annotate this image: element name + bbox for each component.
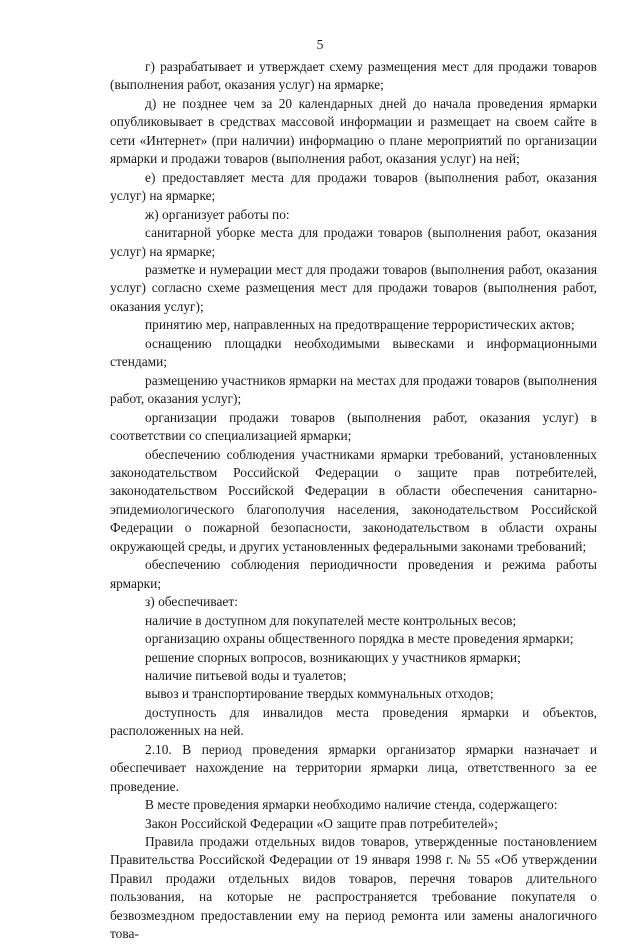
paragraph: доступность для инвалидов места проведения ярмарки и объектов, расположенных на ней. [110,704,597,739]
paragraph: организации продажи товаров (выполнения работ, оказания услуг) в соответствии со специализацией ярмарки; [110,409,597,444]
paragraph: разметке и нумерации мест для продажи товаров (выполнения работ, оказания услуг) согласно схеме размещения мест для продажи товаров (выполнения работ, оказания услуг); [110,261,597,314]
paragraph: санитарной уборке места для продажи товаров (выполнения работ, оказания услуг) на ярмарке; [110,225,597,259]
paragraph: Правила продажи отдельных видов товаров, утвержденные постановлением Правительства Российской Федерации от 19 января 1998 г. № 55 «Об утверждении Правил продажи отдельных видов товаров, перечня товаров длительного пользования, на которые не распространяется требование покупателя о безвозмездном предоставлении ему на период ремонта или замены аналогичного това- [110,834,597,942]
paragraph: з) обеспечивает: [145,594,238,610]
paragraph: решение спорных вопросов, возникающих у участников ярмарки; [145,649,521,665]
paragraph: е) предоставляет места для продажи товаров (выполнения работ, оказания услуг) на ярмарке; [110,169,597,204]
paragraph: вывоз и транспортирование твердых коммунальных отходов; [145,686,494,702]
paragraph: 2.10. В период проведения ярмарки организатор ярмарки назначает и обеспечивает нахождение на территории ярмарки лица, ответственного за ее проведение. [110,741,597,794]
paragraph: Закон Российской Федерации «О защите прав потребителей»; [145,815,498,831]
paragraph: организацию охраны общественного порядка в месте проведения ярмарки; [145,631,574,647]
document-body [110,58,597,944]
paragraph: обеспечению соблюдения участниками ярмарки требований, установленных законодательством Российской Федерации о защите прав потребителей, законодательством Российской Федерации в области обеспечения санитарно-эпидемиологического благополучия населения, законодательством Российской Федерации о пожарной безопасности, законодательством в области охраны окружающей среды, и других установленных федеральными законами требований; [110,446,597,554]
paragraph: ж) организует работы по: [145,206,290,222]
page-number: 5 [316,37,324,52]
paragraph: г) разрабатывает и утверждает схему размещения мест для продажи товаров (выполнения работ, оказания услуг) на ярмарке; [110,59,597,93]
paragraph: В месте проведения ярмарки необходимо наличие стенда, содержащего: [145,797,558,813]
paragraph: размещению участников ярмарки на местах для продажи товаров (выполнения работ, оказания услуг); [110,372,597,407]
paragraph: обеспечению соблюдения периодичности проведения и режима работы ярмарки; [110,557,597,591]
paragraph: наличие питьевой воды и туалетов; [145,667,347,683]
paragraph: д) не позднее чем за 20 календарных дней до начала проведения ярмарки опубликовывает в средствах массовой информации и размещает на своем сайте в сети «Интернет» (при наличии) информацию о плане мероприятий по организации ярмарки и продажи товаров (выполнения работ, оказания услуг) на ней; [110,95,597,167]
paragraph: наличие в доступном для покупателей месте контрольных весов; [145,612,517,628]
paragraph: оснащению площадки необходимыми вывесками и информационными стендами; [110,335,597,370]
paragraph: принятию мер, направленных на предотвращение террористических актов; [145,317,575,333]
